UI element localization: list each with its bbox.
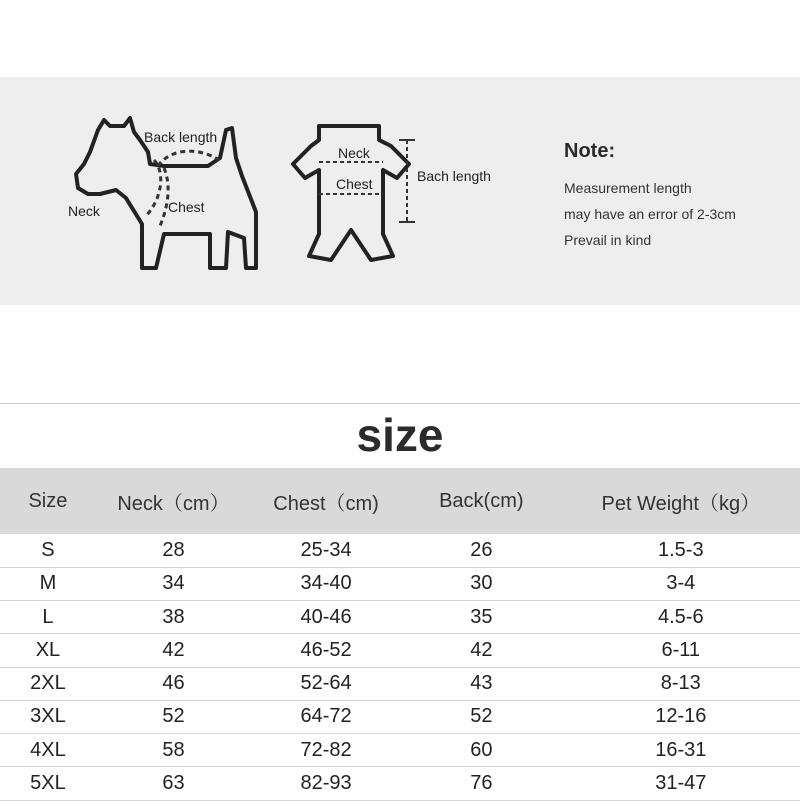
header-neck: Neck（cm） [117, 492, 230, 515]
cell-size: S [41, 538, 55, 561]
dog-measurement-diagram [60, 112, 275, 272]
table-row [0, 634, 800, 667]
cell-neck: 28 [162, 538, 185, 561]
table-row [0, 700, 800, 733]
table-row [0, 534, 800, 567]
size-chart-title: size [356, 409, 444, 461]
cell-back: 26 [470, 538, 493, 561]
cell-size: M [39, 572, 57, 595]
cell-chest: 64-72 [300, 705, 352, 728]
cell-neck: 46 [162, 672, 185, 695]
dog-chest-label: Chest [168, 199, 205, 215]
cell-neck: 52 [162, 705, 185, 728]
cell-neck: 42 [162, 638, 185, 661]
cell-back: 60 [470, 738, 493, 761]
cell-back: 30 [470, 572, 493, 595]
table-row [0, 601, 800, 634]
dog-neck-label: Neck [68, 203, 100, 219]
cell-back: 43 [470, 672, 493, 695]
cell-size: 5XL [30, 771, 66, 794]
cell-back: 52 [470, 705, 493, 728]
cell-neck: 58 [162, 738, 185, 761]
note-line-2: may have an error of 2-3cm [564, 206, 736, 222]
table-row [0, 667, 800, 700]
cell-chest: 72-82 [300, 738, 352, 761]
cell-chest: 25-34 [300, 538, 352, 561]
cell-chest: 52-64 [300, 672, 352, 695]
cell-neck: 38 [162, 605, 185, 628]
cell-neck: 34 [162, 572, 185, 595]
cell-chest: 82-93 [300, 771, 352, 794]
cell-chest: 46-52 [300, 638, 352, 661]
cell-weight: 1.5-3 [657, 538, 704, 561]
shirt-back-length-label: Bach length [417, 168, 491, 184]
note-title: Note: [564, 140, 616, 162]
note-line-3: Prevail in kind [564, 232, 652, 248]
header-pet-weight: Pet Weight（kg） [601, 492, 761, 515]
cell-size: 2XL [30, 672, 66, 695]
size-chart-table [0, 468, 800, 801]
cell-weight: 4.5-6 [657, 605, 704, 628]
shirt-neck-label: Neck [338, 145, 370, 161]
table-row [0, 567, 800, 600]
header-chest: Chest（cm) [273, 492, 379, 515]
cell-weight: 8-13 [660, 672, 701, 695]
cell-weight: 3-4 [666, 572, 696, 595]
cell-weight: 16-31 [655, 738, 707, 761]
table-row [0, 767, 800, 800]
cell-neck: 63 [162, 771, 185, 794]
cell-size: 4XL [30, 738, 66, 761]
cell-weight: 6-11 [661, 638, 701, 661]
cell-size: L [42, 605, 54, 628]
cell-size: 3XL [30, 705, 66, 728]
cell-chest: 34-40 [300, 572, 352, 595]
table-header-row [0, 468, 800, 534]
section-divider [0, 403, 800, 404]
cell-back: 35 [470, 605, 493, 628]
dog-back-length-label: Back length [144, 129, 218, 145]
cell-weight: 31-47 [655, 771, 707, 794]
shirt-chest-label: Chest [336, 176, 373, 192]
cell-chest: 40-46 [300, 605, 352, 628]
cell-weight: 12-16 [655, 705, 707, 728]
cell-size: XL [35, 638, 61, 661]
table-row [0, 734, 800, 767]
neck-dashed-line [146, 160, 161, 216]
note-line-1: Measurement length [564, 180, 692, 196]
cell-back: 76 [470, 771, 493, 794]
cell-back: 42 [470, 638, 493, 661]
shirt-measurement-diagram [283, 118, 513, 268]
header-size: Size [28, 489, 68, 512]
header-back: Back(cm) [439, 489, 524, 512]
